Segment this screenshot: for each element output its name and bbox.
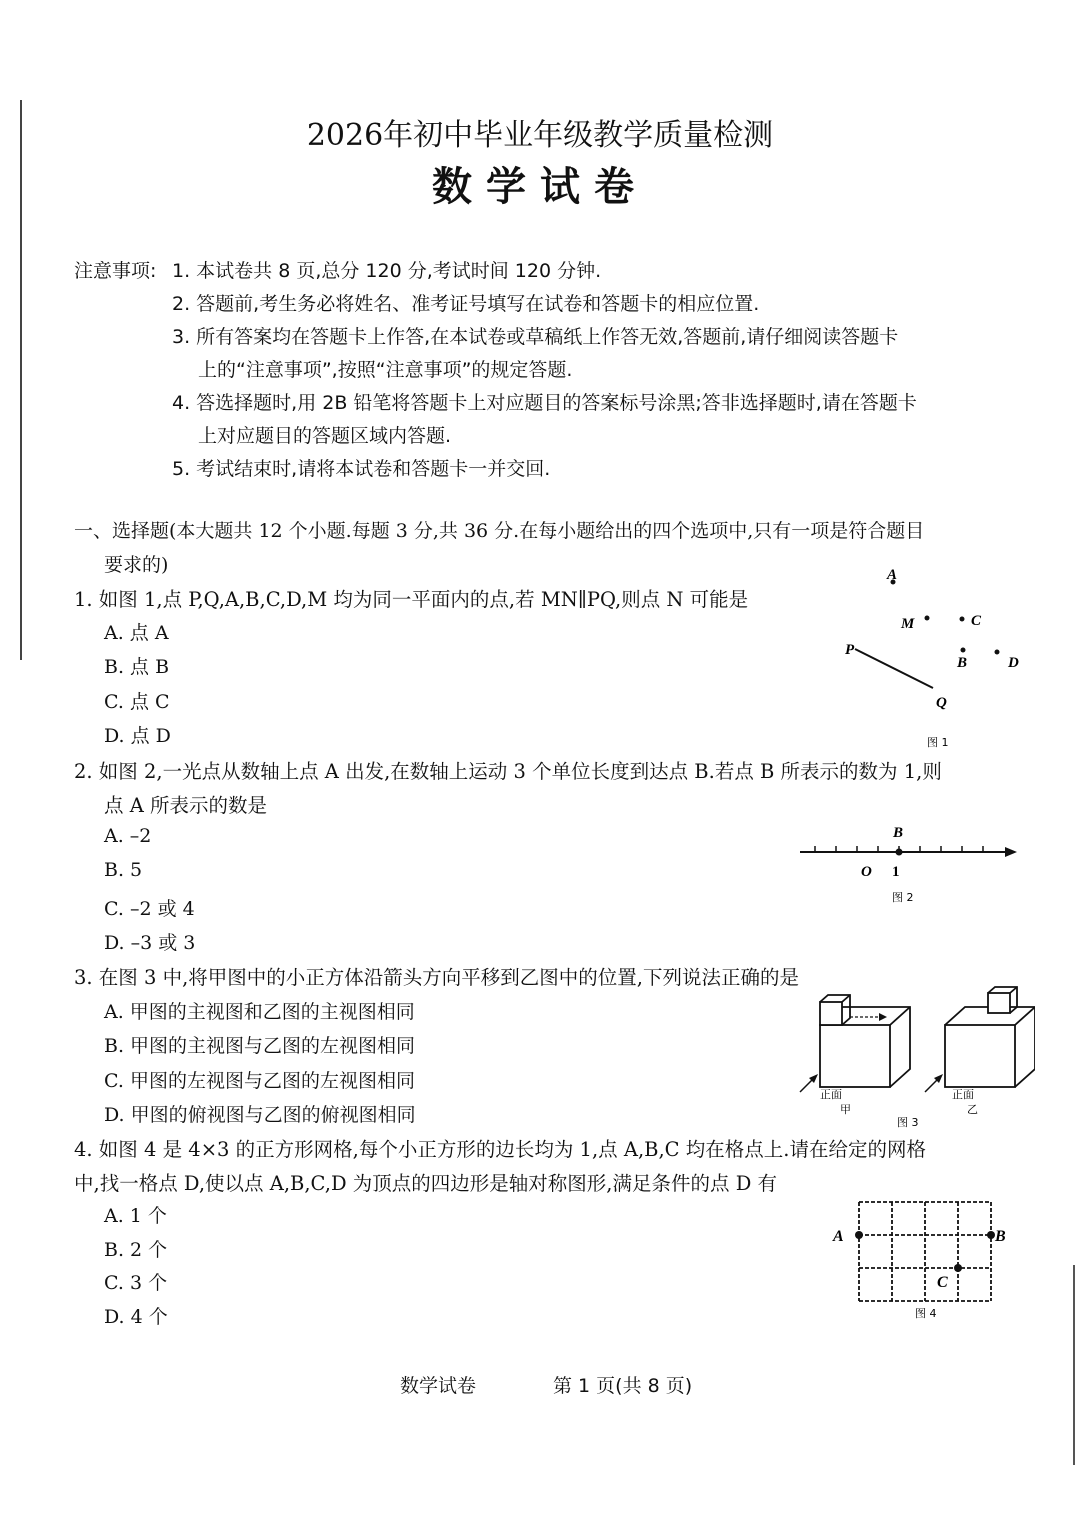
question-2-option-a: A. –2 (104, 825, 152, 847)
label-b: B (893, 825, 904, 841)
point-c (954, 1264, 962, 1272)
label-m: M (901, 616, 915, 632)
figure-3-caption: 图 3 (897, 1116, 919, 1129)
note-item: 上对应题目的答题区域内答题. (198, 425, 452, 447)
arrow-right-icon (879, 1013, 887, 1021)
note-item: 4. 答选择题时,用 2B 铅笔将答题卡上对应题目的答案标号涂黑;答非选择题时,请在答题卡 (172, 392, 917, 414)
page-edge-right (1073, 1265, 1075, 1465)
label-o: O (861, 864, 872, 880)
exam-title: 2026年初中毕业年级教学质量检测 (306, 118, 774, 153)
note-item: 5. 考试结束时,请将本试卷和答题卡一并交回. (172, 458, 551, 480)
exam-subtitle: 数学试卷 (432, 164, 648, 210)
label-q: Q (936, 695, 947, 711)
cube-left (820, 995, 910, 1087)
label-b: B (957, 655, 968, 671)
label-yi: 乙 (967, 1103, 978, 1116)
question-3-option-c: C. 甲图的左视图与乙图的左视图相同 (104, 1070, 415, 1092)
question-3-option-d: D. 甲图的俯视图与乙图的俯视图相同 (104, 1104, 416, 1126)
question-1-option-d: D. 点 D (104, 725, 171, 747)
point-d (995, 650, 1000, 655)
question-2-option-d: D. –3 或 3 (104, 932, 196, 954)
question-4-option-b: B. 2 个 (104, 1239, 168, 1261)
point-m (925, 616, 930, 621)
note-item: 3. 所有答案均在答题卡上作答,在本试卷或草稿纸上作答无效,答题前,请仔细阅读答题卡 (172, 326, 899, 348)
point-a (855, 1231, 863, 1239)
question-4-stem: 4. 如图 4 是 4×3 的正方形网格,每个小正方形的边长均为 1,点 A,B,C 均在格点上.请在给定的网格 (74, 1138, 926, 1161)
label-p: P (845, 642, 855, 658)
label-c: C (937, 1274, 948, 1291)
footer-paper-name: 数学试卷 (400, 1375, 477, 1397)
figure-2 (795, 820, 1025, 910)
point-b (896, 849, 903, 856)
segment-pq (855, 649, 933, 688)
figure-2-caption: 图 2 (892, 891, 914, 904)
label-front-jia: 正面 (820, 1088, 842, 1101)
figure-1 (835, 560, 1045, 755)
label-d: D (1008, 655, 1019, 671)
question-1-stem: 1. 如图 1,点 P,Q,A,B,C,D,M 均为同一平面内的点,若 MN∥PQ,则点 N 可能是 (74, 588, 749, 611)
question-2-option-c: C. –2 或 4 (104, 898, 195, 920)
question-1-option-a: A. 点 A (104, 622, 169, 644)
section-heading-cont: 要求的) (104, 554, 169, 576)
note-item: 2. 答题前,考生务必将姓名、准考证号填写在试卷和答题卡的相应位置. (172, 293, 760, 315)
question-1-option-c: C. 点 C (104, 691, 170, 713)
point-c (960, 617, 965, 622)
notes-label: 注意事项: (74, 260, 157, 282)
label-a: A (887, 567, 898, 583)
label-jia: 甲 (840, 1103, 851, 1116)
label-front-yi: 正面 (952, 1088, 974, 1101)
note-item: 上的“注意事项”,按照“注意事项”的规定答题. (198, 359, 573, 381)
label-c: C (971, 613, 982, 629)
section-heading: 一、选择题(本大题共 12 个小题.每题 3 分,共 36 分.在每小题给出的四个选项中,只有一项是符合题目 (74, 520, 925, 542)
footer-page-number: 第 1 页(共 8 页) (553, 1375, 693, 1397)
question-4-option-d: D. 4 个 (104, 1306, 168, 1328)
question-2-option-b: B. 5 (104, 859, 143, 881)
point-b (961, 648, 966, 653)
label-one: 1 (892, 864, 900, 880)
question-2-stem: 2. 如图 2,一光点从数轴上点 A 出发,在数轴上运动 3 个单位长度到达点 B.若点 B 所表示的数为 1,则 (74, 760, 942, 783)
label-a: A (833, 1228, 844, 1245)
figure-3 (795, 980, 1035, 1130)
question-4-option-c: C. 3 个 (104, 1272, 168, 1294)
question-3-option-a: A. 甲图的主视图和乙图的主视图相同 (104, 1001, 415, 1023)
question-3-stem: 3. 在图 3 中,将甲图中的小正方体沿箭头方向平移到乙图中的位置,下列说法正确的是 (74, 966, 800, 989)
cube-right (945, 987, 1035, 1087)
question-4-option-a: A. 1 个 (104, 1205, 167, 1227)
figure-4 (825, 1195, 1025, 1325)
figure-4-caption: 图 4 (915, 1307, 937, 1320)
question-3-option-b: B. 甲图的主视图与乙图的左视图相同 (104, 1035, 416, 1057)
grid-4x3 (859, 1202, 991, 1301)
question-4-stem-cont: 中,找一格点 D,使以点 A,B,C,D 为顶点的四边形是轴对称图形,满足条件的点 D 有 (74, 1172, 778, 1195)
label-b: B (995, 1228, 1006, 1245)
figure-1-caption: 图 1 (927, 736, 949, 749)
point-b (987, 1231, 995, 1239)
note-item: 1. 本试卷共 8 页,总分 120 分,考试时间 120 分钟. (172, 260, 602, 282)
question-1-option-b: B. 点 B (104, 656, 170, 678)
question-2-stem-cont: 点 A 所表示的数是 (104, 794, 267, 817)
arrow-right-icon (1005, 847, 1017, 857)
